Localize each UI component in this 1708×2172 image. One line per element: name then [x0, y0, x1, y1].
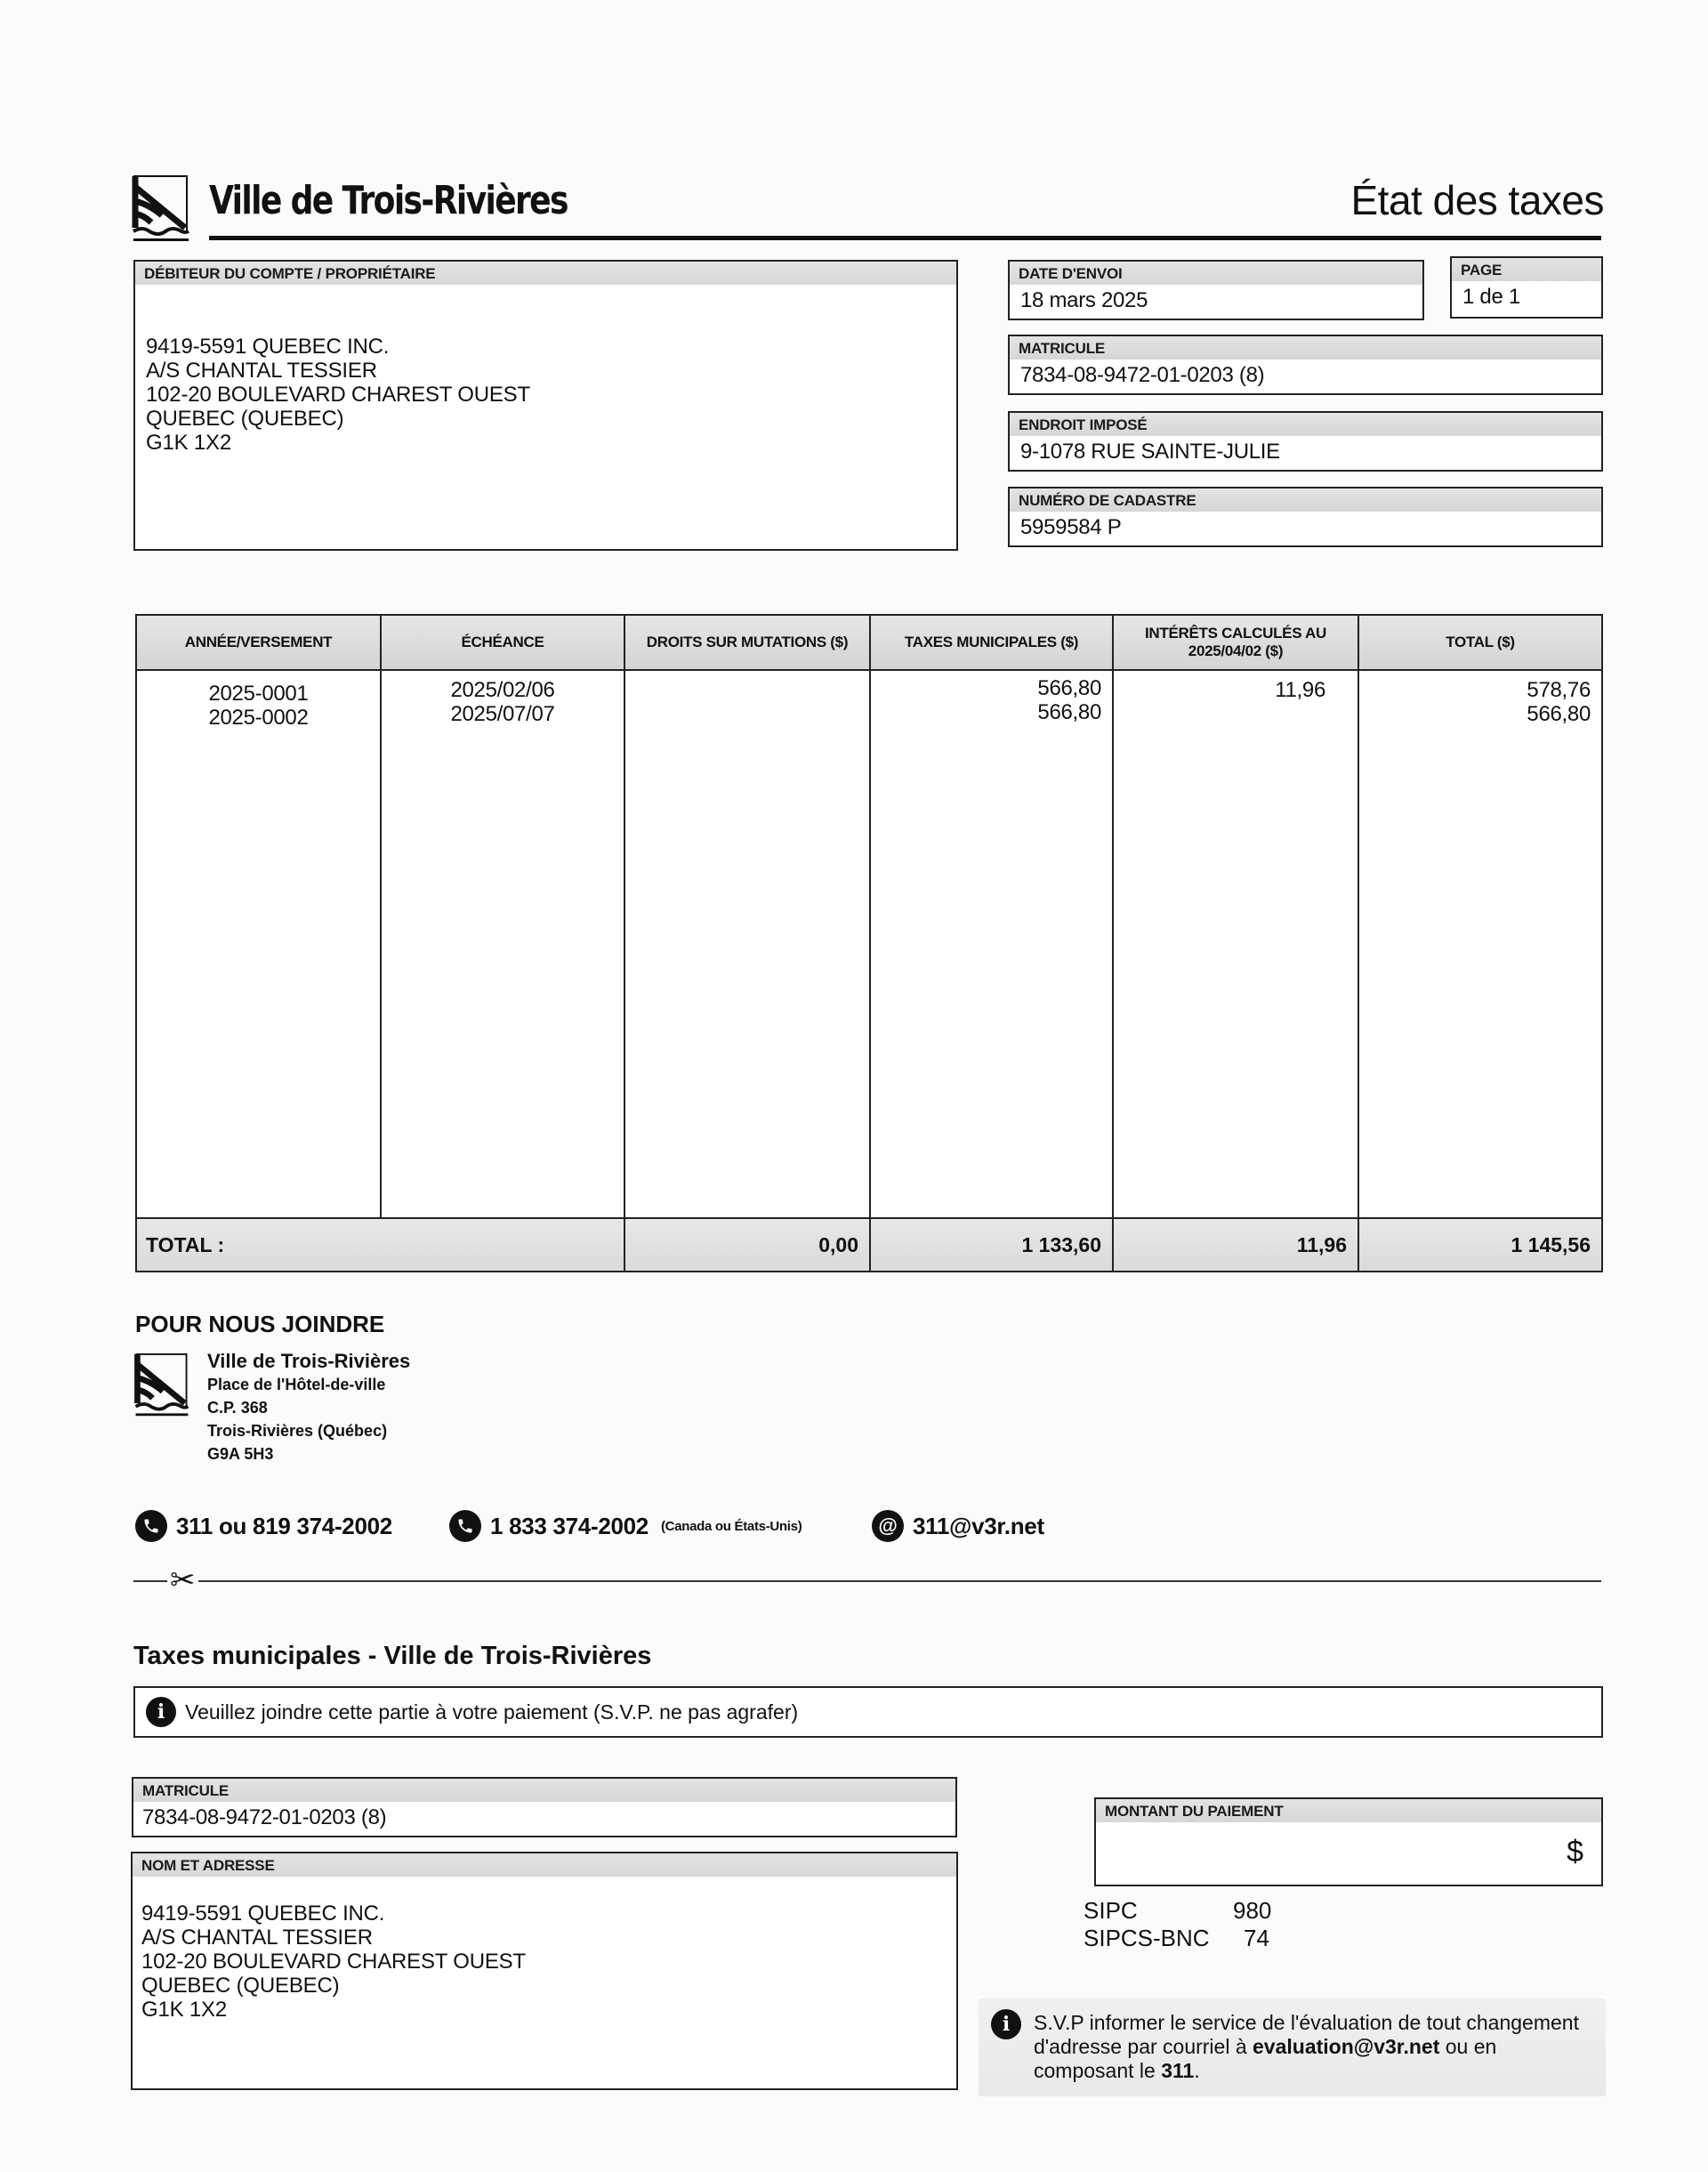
debtor-address — [135, 335, 956, 455]
cell-taxes: 566,80 — [1037, 676, 1101, 700]
address-line: QUEBEC (QUEBEC) — [146, 407, 344, 431]
table-cell — [871, 671, 1112, 724]
cell-interets: 11,96 — [1275, 678, 1325, 702]
page-box — [1450, 256, 1603, 319]
column-header: DROITS SUR MUTATIONS ($) — [625, 616, 869, 671]
date-label: DATE D'ENVOI — [1010, 262, 1422, 285]
column-header: ÉCHÉANCE — [382, 616, 624, 671]
document-title: État des taxes — [1350, 177, 1604, 223]
cell-taxes: 566,80 — [1037, 700, 1101, 724]
table-cell — [382, 671, 624, 726]
col-versement — [137, 616, 382, 1217]
address-line: A/S CHANTAL TESSIER — [141, 1926, 373, 1950]
cell-echeance: 2025/02/06 — [450, 678, 555, 702]
scissors-icon: ✂ — [167, 1564, 198, 1596]
cell-total: 566,80 — [1527, 702, 1591, 726]
email-text: 311@v3r.net — [913, 1512, 1044, 1539]
col-taxes — [871, 616, 1114, 1217]
address-line: G1K 1X2 — [141, 1998, 227, 2022]
at-sign-icon: @ — [872, 1510, 904, 1542]
date-value: 18 mars 2025 — [1020, 288, 1148, 312]
page-label: PAGE — [1452, 258, 1601, 281]
total-interets: 11,96 — [1114, 1219, 1359, 1271]
col-droits — [625, 616, 871, 1217]
notice-box — [133, 1686, 1603, 1738]
payment-amount-label: MONTANT DU PAIEMENT — [1096, 1799, 1601, 1822]
cell-total: 578,76 — [1527, 678, 1591, 702]
stub-matricule-value: 7834-08-9472-01-0203 (8) — [142, 1805, 387, 1829]
total-taxes: 1 133,60 — [871, 1219, 1114, 1271]
cell-versement: 2025-0001 — [208, 682, 309, 706]
total-grand: 1 145,56 — [1511, 1232, 1591, 1256]
debtor-label: DÉBITEUR DU COMPTE / PROPRIÉTAIRE — [135, 262, 956, 285]
cell-echeance: 2025/07/07 — [450, 702, 555, 726]
page-value: 1 de 1 — [1462, 285, 1520, 309]
contact-line: G9A 5H3 — [207, 1445, 274, 1463]
contact-line: Place de l'Hôtel-de-ville — [207, 1376, 386, 1393]
endroit-box — [1008, 411, 1603, 472]
email-contact[interactable] — [872, 1510, 1044, 1542]
sipc-label: SIPC — [1084, 1897, 1138, 1924]
table-cell — [625, 671, 869, 682]
brand-title: Ville de Trois-Rivières — [209, 178, 568, 223]
cadastre-box — [1008, 487, 1603, 547]
matricule-label: MATRICULE — [1010, 336, 1601, 359]
address-line: 9419-5591 QUEBEC INC. — [146, 335, 390, 359]
stub-title: Taxes municipales - Ville de Trois-Rivières — [133, 1642, 652, 1670]
stub-name-label: NOM ET ADRESSE — [133, 1853, 956, 1877]
table-cell — [137, 671, 380, 730]
sipcs-value: 74 — [1244, 1925, 1269, 1951]
phone-tollfree[interactable] — [449, 1510, 802, 1542]
info-icon: i — [991, 2009, 1021, 2039]
cut-line — [133, 1580, 1601, 1582]
info-text: S.V.P informer le service de l'évaluation de tout changement d'adresse par courriel à — [1034, 2011, 1579, 2058]
tax-table — [135, 614, 1603, 1272]
contact-title: POUR NOUS JOINDRE — [135, 1311, 385, 1337]
cell-versement: 2025-0002 — [208, 706, 309, 730]
address-line: A/S CHANTAL TESSIER — [146, 359, 377, 383]
city-logo-small-icon — [133, 1352, 190, 1420]
address-line: 102-20 BOULEVARD CHAREST OUEST — [141, 1950, 526, 1974]
matricule-value: 7834-08-9472-01-0203 (8) — [1020, 363, 1265, 387]
phone-tollfree-text: 1 833 374-2002 — [490, 1512, 649, 1539]
total-row — [137, 1217, 1601, 1271]
phone-local[interactable] — [135, 1510, 392, 1542]
col-echeance — [382, 616, 625, 1217]
info-text: ou en composant le — [1034, 2035, 1497, 2082]
cadastre-value: 5959584 P — [1020, 515, 1122, 539]
total-droits: 0,00 — [625, 1219, 871, 1271]
stub-address — [133, 1902, 956, 2022]
sipc-codes — [1084, 1897, 1271, 1952]
stub-matricule-box — [132, 1777, 957, 1837]
address-line: G1K 1X2 — [146, 431, 231, 455]
info-icon: i — [146, 1697, 176, 1727]
date-box — [1008, 260, 1424, 320]
address-line: 102-20 BOULEVARD CHAREST OUEST — [146, 383, 530, 407]
cadastre-label: NUMÉRO DE CADASTRE — [1010, 488, 1601, 512]
column-header: TOTAL ($) — [1359, 616, 1601, 671]
debtor-box — [133, 260, 958, 551]
col-interets — [1114, 616, 1359, 1217]
endroit-label: ENDROIT IMPOSÉ — [1010, 413, 1601, 436]
phone-tollfree-note: (Canada ou États-Unis) — [660, 1518, 802, 1534]
phone-local-text: 311 ou 819 374-2002 — [176, 1512, 392, 1539]
contact-line: C.P. 368 — [207, 1399, 268, 1417]
address-line: QUEBEC (QUEBEC) — [141, 1974, 340, 1998]
endroit-value: 9-1078 RUE SAINTE-JULIE — [1020, 440, 1280, 464]
contact-address — [207, 1350, 410, 1465]
column-header: INTÉRÊTS CALCULÉS AU 2025/04/02 ($) — [1114, 616, 1358, 671]
column-header: TAXES MUNICIPALES ($) — [871, 616, 1112, 671]
stub-matricule-label: MATRICULE — [133, 1779, 955, 1802]
currency-symbol: $ — [1567, 1835, 1583, 1869]
header-rule — [209, 236, 1601, 240]
phone-icon — [449, 1510, 481, 1542]
address-line: 9419-5591 QUEBEC INC. — [141, 1902, 385, 1926]
address-change-notice — [979, 1998, 1606, 2096]
total-label: TOTAL : — [137, 1219, 625, 1271]
column-header: ANNÉE/VERSEMENT — [137, 616, 380, 671]
phone-icon — [135, 1510, 167, 1542]
payment-amount-box[interactable] — [1094, 1797, 1603, 1886]
sipc-value: 980 — [1233, 1897, 1272, 1924]
city-logo-icon — [132, 174, 190, 246]
sipcs-label: SIPCS-BNC — [1084, 1925, 1210, 1951]
col-total — [1359, 616, 1601, 1217]
contact-line: Trois-Rivières (Québec) — [207, 1422, 388, 1440]
stub-address-box — [131, 1852, 958, 2090]
notice-text: Veuillez joindre cette partie à votre paiement (S.V.P. ne pas agrafer) — [185, 1700, 799, 1724]
info-phone: 311 — [1161, 2059, 1195, 2082]
matricule-box — [1008, 335, 1603, 395]
table-cell — [1359, 671, 1601, 726]
contact-name: Ville de Trois-Rivières — [207, 1350, 411, 1372]
evaluation-email-link[interactable]: evaluation@v3r.net — [1253, 2035, 1440, 2058]
table-cell — [1114, 671, 1358, 702]
info-text: . — [1194, 2059, 1200, 2082]
